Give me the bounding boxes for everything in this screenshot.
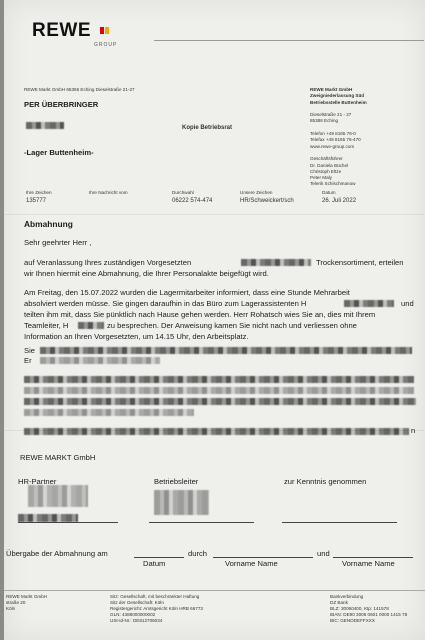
- caption-datum: Datum: [143, 559, 166, 568]
- manager-signature-line: [149, 522, 254, 523]
- hr-partner-label: HR-Partner: [18, 477, 57, 486]
- footer-col-legal: Sitz: Gesellschaft, mit beschränkter Haftung Sitz der Gesellschaft: Köln Registergericht: Amtsgericht Köln HRB 66773 GLN: 4388000000002 USt-Id-Nr.: DE812706034: [110, 594, 203, 623]
- p2-line4: Teamleiter, H: [24, 321, 69, 330]
- p3-line1-start: Sie: [24, 346, 35, 355]
- p1-line1-end: Trockensortiment, erteilen: [316, 258, 404, 267]
- footer-rule: [4, 590, 425, 591]
- p2-line4-end: zu besprechen. Der Anweisung kamen Sie nicht nach und verliessen ohne: [107, 321, 357, 330]
- acknowledged-label: zur Kenntnis genommen: [284, 477, 367, 486]
- employee-signature-line: [282, 522, 397, 523]
- ref-label-unsere-zeichen: Unsere Zeichen: [240, 190, 273, 195]
- redacted-text-line: [24, 409, 194, 416]
- ref-value-ihre-zeichen: 135777: [26, 198, 47, 204]
- hr-signature-line: [18, 522, 118, 523]
- ref-label-datum: Datum: [322, 190, 336, 195]
- paper-fold: [4, 214, 425, 215]
- redacted-text-line: [24, 376, 414, 383]
- p2-line2: absolviert werden müsse. Sie gingen daraufhin in das Büro zum Lagerassistenten H: [24, 299, 307, 308]
- header-rule: [154, 40, 424, 41]
- ref-value-unsere-zeichen: HR/Schweickert/sch: [240, 198, 294, 204]
- salutation: Sehr geehrter Herr ,: [24, 238, 92, 247]
- company-address-block: REWE Markt GmbH Zweigniederlassung Süd Betriebsstelle Buttenheim Dieselstraße 21 - 27 85386 Eching Telefon +49 8165 76-0 Telefax +49 8165 76-470 www.rewe-group.com Geschäftsführer Dr. Daniela Büchel Christoph Eltze Peter Maly Telerik Schischmanow: [310, 87, 367, 187]
- manager-signature-redacted: [154, 490, 209, 515]
- ref-label-ihre-nachricht: Ihre Nachricht vom: [89, 190, 128, 195]
- ref-label-ihre-zeichen: Ihre Zeichen: [26, 190, 52, 195]
- company-signature-label: REWE MARKT GmbH: [20, 453, 96, 462]
- redacted-signature-name: [18, 514, 78, 522]
- betriebsleiter-label: Betriebsleiter: [154, 477, 199, 486]
- handover-and-label: und: [317, 549, 330, 558]
- handover-and-line[interactable]: [333, 557, 413, 558]
- p3-line2-start: Er: [24, 356, 32, 365]
- recipient-title: PER ÜBERBRINGER: [24, 100, 99, 109]
- handover-date-line[interactable]: [134, 557, 184, 558]
- ref-label-durchwahl: Durchwahl: [172, 190, 194, 195]
- caption-name-1: Vorname Name: [225, 559, 278, 568]
- redacted-teamleader: [78, 322, 104, 329]
- hr-signature-redacted: [28, 485, 88, 507]
- recipient-location: -Lager Buttenheim-: [24, 148, 94, 157]
- footer-col-company: REWE Markt GmbH straße 20 Köln: [6, 594, 48, 611]
- ref-value-durchwahl: 06222 574-474: [172, 198, 213, 204]
- sender-line: REWE Markt GmbH 65366 Eching Dieselstraße 21-27: [24, 87, 135, 92]
- redacted-name: [26, 122, 64, 129]
- ref-value-datum: 26. Juli 2022: [322, 198, 357, 204]
- p2-line5: Information an Ihren Vorgesetzten, um 14.15 Uhr, den Arbeitsplatz.: [24, 332, 249, 341]
- letter-sheet: [4, 0, 425, 640]
- redacted-supervisor: [241, 259, 311, 266]
- logo-group-text: GROUP: [94, 42, 118, 48]
- footer-col-bank: Bankverbindung DZ Bank BLZ: 30060400, Ktp: 141578 IBAN: DE90 3006 0601 0000 1415 78 BIC: GENODEFFXXX: [330, 594, 408, 623]
- paper-fold: [4, 430, 425, 431]
- handover-label: Übergabe der Abmahnung am: [6, 549, 108, 558]
- handover-by-label: durch: [188, 549, 207, 558]
- redacted-text-line: [40, 347, 412, 354]
- redacted-text-line: [24, 398, 416, 405]
- redacted-assistant: [344, 300, 394, 307]
- p2-line3: teilten ihm mit, dass Sie pünktlich nach Hause gehen werden. Herr Rohatsch wies Sie an, dies mit Ihrem: [24, 310, 376, 319]
- rewe-logo: REWE: [32, 20, 91, 41]
- logo-squares-icon: [100, 27, 110, 34]
- p1-line2: wir Ihnen hiermit eine Abmahnung, die Ihrer Personalakte beigefügt wird.: [24, 269, 269, 278]
- p2-line1: Am Freitag, den 15.07.2022 wurden die Lagermitarbeiter informiert, dass eine Stunde Mehrarbeit: [24, 288, 350, 297]
- redacted-text-line: [24, 387, 414, 394]
- letter-subject: Abmahnung: [24, 219, 73, 229]
- copy-label: Kopie Betriebsrat: [182, 125, 233, 131]
- p2-line2-end: und: [401, 299, 414, 308]
- caption-name-2: Vorname Name: [342, 559, 395, 568]
- handover-by-line[interactable]: [213, 557, 313, 558]
- p1-line1: auf Veranlassung Ihres zuständigen Vorgesetzten: [24, 258, 192, 267]
- redacted-text-line: [40, 357, 160, 364]
- p5-line-end: n: [411, 426, 416, 435]
